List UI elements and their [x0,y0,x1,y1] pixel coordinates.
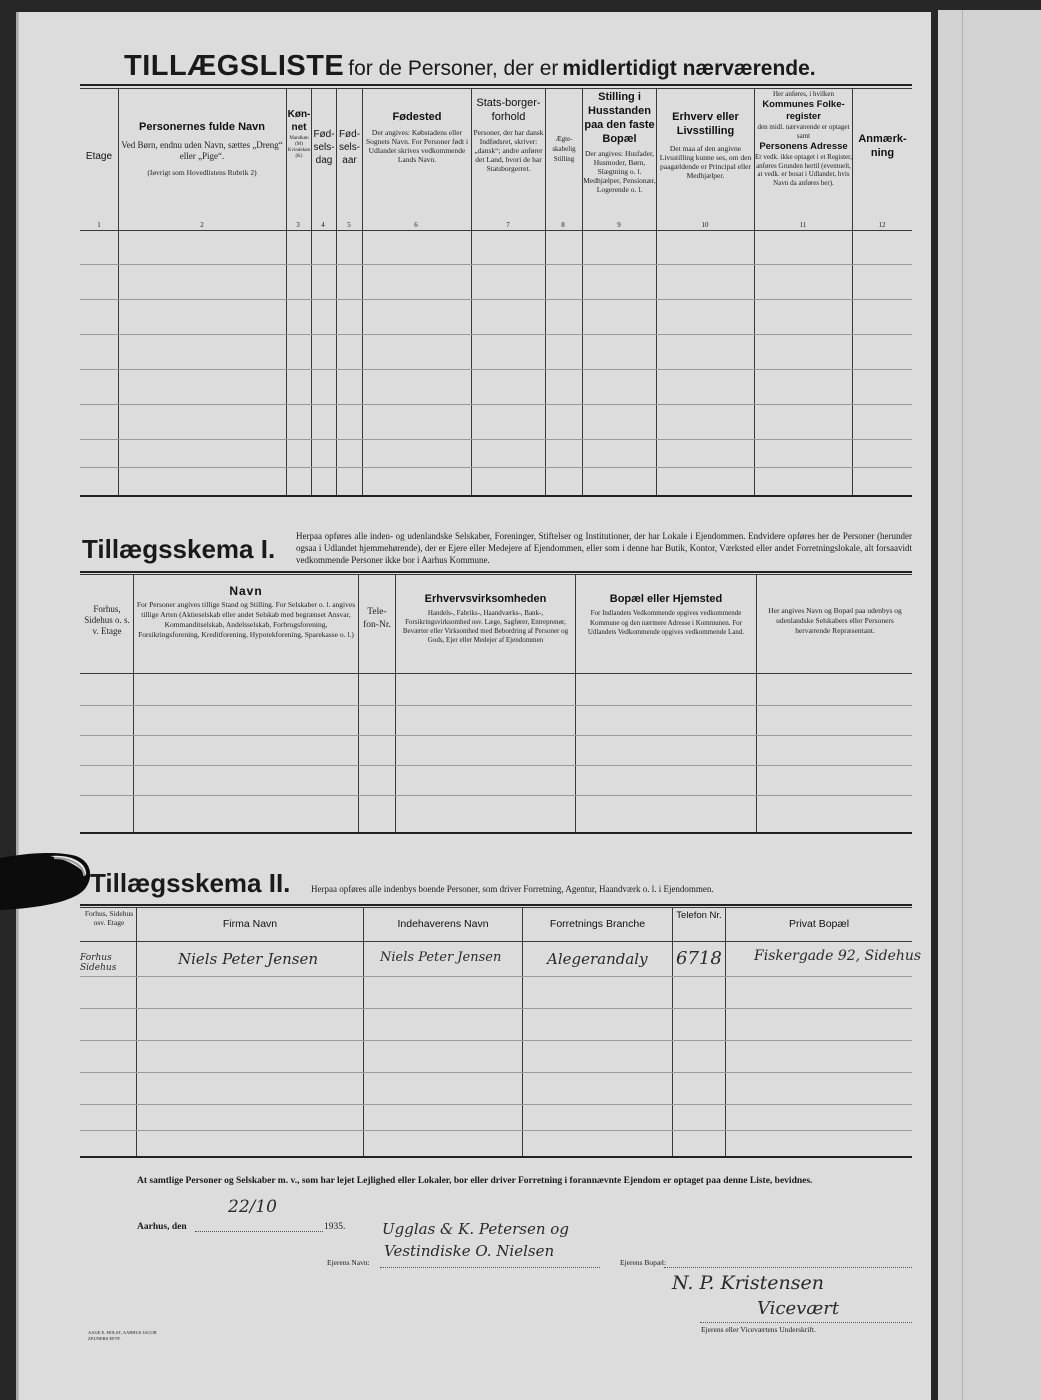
owner-signature-2: Vestindiske O. Nielsen [384,1242,555,1260]
thumb-icon [0,850,95,912]
adjacent-page [938,10,1041,1400]
signer-signature-1: N. P. Kristensen [672,1272,824,1294]
owner-address-label: Ejerens Bopæl: [620,1258,667,1267]
owner-address-line [664,1267,912,1268]
s1-hdr-navn: Navn For Personer angives tillige Stand og Stilling. For Selskaber o. l. angives tillige Arten (Aktieselskab eller andet Selskab med begrænset Ansvar, Kommanditselskab, Andelsselskab, Forbrugsforening, Forsikringsforening, Kreditforening, Hypotekforening, Sparekasse o. l.) [136,584,356,639]
s2-row-branche: Alegerandaly [547,950,648,968]
footer-date: 22/10 [228,1197,277,1217]
title-main: TILLÆGSLISTE [124,50,345,82]
colnum: 7 [506,221,510,229]
colnum: 6 [414,221,418,229]
page-title [124,50,816,83]
s2-hdr-telefon: Telefon Nr. [676,910,722,921]
signer-label: Ejerens eller Viceværtens Underskrift. [701,1325,816,1334]
owner-name-label: Ejerens Navn: [327,1258,370,1267]
hdr-statsborger: Stats-borger-forhold Personer, der har dansk Indfødsret, skriver: „dansk“; andre anfører det Land, hvori de har Statsborgerret. [473,97,544,173]
footer-statement: At samtlige Personer og Selskaber m. v., som har lejet Lejlighed eller Lokaler, bor eller driver Forretning i forannævnte Ejendom er optaget paa denne Liste, bevidnes. [137,1176,813,1186]
footer-year: 1935. [324,1222,346,1232]
owner-name-line [380,1267,600,1268]
colnum: 2 [200,221,204,229]
s2-hdr-firma: Firma Navn [222,918,278,930]
colnum: 1 [97,221,101,229]
colnum: 11 [799,221,807,229]
hdr-fodested: Fødested Der angives: Købstadens eller Sognets Navn. For Personer født i Udlandet skrives vedkommende Lands Navn. [365,111,469,164]
hdr-folkeregister: Her anføres, i hvilken Kommunes Folke-register den midl. nærværende er optaget samt Personens Adresse Er vedk. ikke optaget i et Register, anføres Grunden hertil (eventuelt, at vedk. er bosat i Udlandet, hvis Navn da anføres her). [755,90,852,187]
s2-hdr-indehaver: Indehaverens Navn [397,918,489,930]
printer-mark: AAGE E. HOLST, AARHUS JACOB ZEUNERS EFTF. [88,1330,157,1341]
s1-hdr-bopael: Bopæl eller Hjemsted For Indlandets Vedkommende opgives vedkommende Kommune og den nærmere Adresse i Kommunen. For Udlandets Vedkommende opgives vedkommende Land. [587,593,745,636]
colnum: 10 [701,221,709,229]
colnum: 12 [878,221,886,229]
skema1-description: Herpaa opføres alle inden- og udenlandske Selskaber, Foreninger, Stiftelser og Institutioner, der har Lokale i Ejendommen. Endvidere opføres her de Personer (herunder ogsaa i Udlandet hjemmehørende), der er Ejere eller Medejere af Ejendommen, eller som i denne har Butik, Kontor, Værksted eller andet Forretningslokale, alt forsaavidt vedkommende Personer ikke bor i Aarhus Kommune. [296,531,912,565]
date-line [195,1231,323,1232]
s2-row-indehaver: Niels Peter Jensen [380,950,502,965]
hdr-aegteskab: Ægte-skabelig Stilling [552,135,576,163]
s2-row-bopael: Fiskergade 92, Sidehus [754,948,922,964]
s2-row-etage: Forhus Sidehus [80,953,117,973]
s2-hdr-etage: Forhus, Sidehus osv. Etage [84,909,134,927]
signer-signature-2: Vicevært [757,1298,840,1319]
hdr-konnet: Køn-net Mandkøn (M) Kvindekøn (K) [287,109,311,159]
s2-hdr-branche: Forretnings Branche [549,918,646,930]
s1-hdr-erhverv: Erhvervsvirksomheden Handels-, Fabriks-, Haandværks-, Bank-, Forsikringsvirksomhed osv. Læge, Sagfører, Entreprenør, Beværter eller Virksomhed med Bebordring af Personer og Gods, Ejer eller Medejer af Ejendommen [402,593,569,644]
colnum: 5 [347,221,351,229]
hdr-fodselsdag: Fød-sels-dag [313,129,335,166]
colnum: 3 [296,221,300,229]
s2-row-firma: Niels Peter Jensen [178,950,318,968]
footer-city: Aarhus, den [137,1222,187,1232]
hdr-navn: Personernes fulde Navn Ved Børn, endnu uden Navn, sættes „Dreng“ eller „Pige“. (Iøvrigt som Hovedlistens Rubrik 2) [121,121,283,177]
s1-hdr-etage: Forhus, Sidehus o. s. v. Etage [84,604,130,636]
skema1-title: Tillægsskema I. [82,534,276,564]
hdr-etage: Etage [85,151,113,162]
hdr-erhverv: Erhverv eller Livsstilling Det maa af den angivne Livsstilling kunne ses, om den paagældende er Principal eller Medhjælper. [659,111,752,180]
colnum: 8 [561,221,565,229]
owner-signature-1: Ugglas & K. Petersen og [382,1220,569,1238]
adjacent-page-edge [962,10,963,1400]
s1-hdr-repraesentant: Her angives Navn og Bopæl paa udenbys og udenlandske Selskabers eller Personers herværende Repræsentant. [768,606,902,635]
title-bold-end: midlertidigt nærværende. [562,57,816,80]
skema2-description: Herpaa opføres alle indenbys boende Personer, som driver Forretning, Agentur, Haandværk o. l. i Ejendommen. [311,884,714,894]
colnum: 4 [321,221,325,229]
s2-hdr-bopael: Privat Bopæl [788,918,850,930]
hdr-fodselsaar: Fød-sels-aar [338,129,361,166]
skema2-title: Tillægsskema II. [90,868,291,898]
s1-hdr-telefon: Tele-fon-Nr. [363,607,391,630]
hdr-stilling: Stilling i Husstanden paa den faste Bopæl Der angives: Husfader, Husmoder, Børn, Slægtning o. l. Medhjælper, Pensionær, Logerende o. l. [583,91,656,194]
signer-line [700,1322,912,1323]
colnum: 9 [617,221,621,229]
title-middle: for de Personer, der er [348,57,559,80]
hdr-anmaerkning: Anmærk-ning [858,133,907,159]
s2-row-telefon: 6718 [676,948,722,969]
